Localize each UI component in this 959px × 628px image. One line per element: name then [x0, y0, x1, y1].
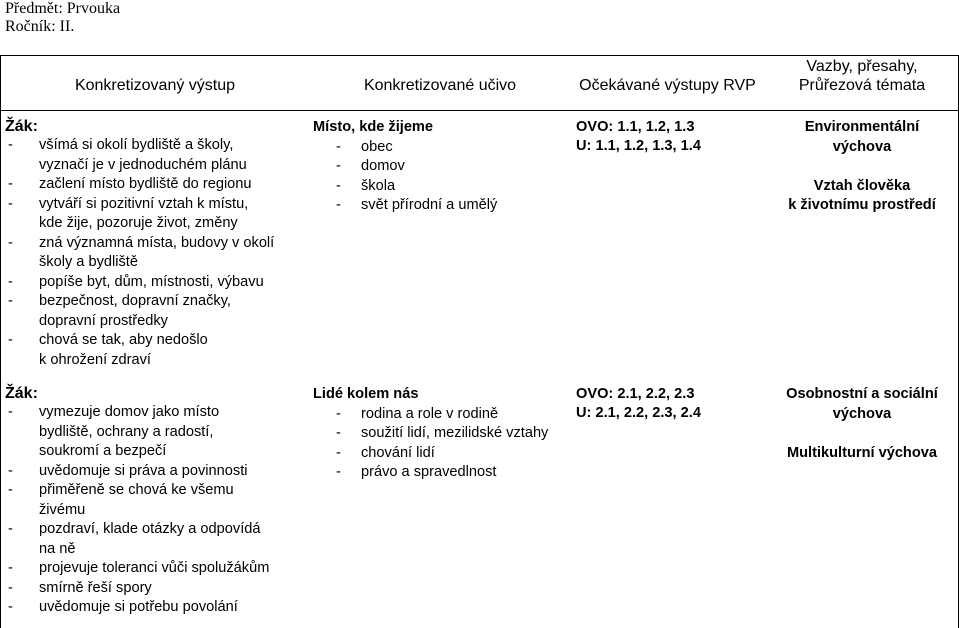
list-item: - chová se tak, aby nedošlo — [5, 331, 305, 351]
list-item: - škola — [313, 177, 568, 197]
row2-rvp — [576, 385, 766, 423]
row1-output-list — [5, 136, 305, 370]
list-item: - chování lidí — [313, 444, 568, 464]
row2-rvp-ovo: OVO: 2.1, 2.2, 2.3 — [576, 386, 695, 402]
list-item: - smírně řeší spory — [5, 579, 305, 599]
row1-links-line: Environmentální — [804, 119, 920, 135]
subject-label: Předmět: Prvouka — [5, 0, 121, 17]
list-item: živému — [39, 501, 86, 518]
row2-links — [765, 385, 959, 463]
row1-links-line: k životnímu prostředí — [788, 197, 936, 213]
header-col-links-line1: Vazby, přesahy, — [806, 58, 918, 75]
list-item: k ohrožení zdraví — [39, 351, 151, 368]
row1-outputs — [5, 118, 305, 370]
row2-zak-label: Žák: — [5, 385, 38, 402]
list-item: soukromí a bezpečí — [39, 443, 167, 459]
header-col-content: Konkretizované učivo — [363, 77, 517, 94]
row1-zak-label: Žák: — [5, 118, 38, 135]
list-item: - obec — [313, 138, 568, 158]
list-item: - uvědomuje si potřebu povolání — [5, 598, 305, 618]
list-item: - přiměřeně se chová ke všemu — [5, 481, 305, 501]
table-top-border — [0, 55, 959, 56]
list-item: na ně — [39, 540, 76, 557]
row1-topic-list — [313, 138, 568, 216]
header-col-links — [765, 57, 959, 95]
row1-topic-title: Místo, kde žijeme — [313, 119, 434, 135]
list-item: - uvědomuje si práva a povinnosti — [5, 462, 305, 482]
spacer — [765, 157, 959, 177]
row2-links-line: Osobnostní a sociální — [786, 386, 938, 402]
row1-topic — [313, 118, 568, 216]
list-item: - právo a spravedlnost — [313, 463, 568, 483]
row1-rvp — [576, 118, 766, 156]
document-meta — [5, 0, 120, 36]
list-item: dopravní prostředky — [39, 312, 168, 329]
row2-links-line: Multikulturní výchova — [786, 444, 937, 461]
list-item: vyznačí je v jednoduchém plánu — [39, 156, 247, 173]
list-item: - projevuje toleranci vůči spolužákům — [5, 559, 305, 579]
list-item: - všímá si okolí bydliště a školy, — [5, 136, 305, 156]
row2-output-list — [5, 403, 305, 618]
list-item: kde žije, pozoruje život, změny — [39, 215, 238, 231]
list-item: - domov — [313, 157, 568, 177]
row1-links-line: Vztah člověka — [813, 177, 911, 194]
row2-topic-title: Lidé kolem nás — [313, 386, 419, 402]
row2-topic — [313, 385, 568, 483]
table-left-border — [0, 55, 1, 628]
list-item: bydliště, ochrany a radostí, — [39, 423, 214, 440]
row1-rvp-ovo: OVO: 1.1, 1.2, 1.3 — [576, 119, 695, 135]
list-item: - rodina a role v rodině — [313, 405, 568, 425]
row2-topic-list — [313, 405, 568, 483]
list-item: - bezpečnost, dopravní značky, — [5, 292, 305, 312]
list-item: školy a bydliště — [39, 254, 138, 270]
list-item: - svět přírodní a umělý — [313, 196, 568, 216]
list-item: - začlení místo bydliště do regionu — [5, 175, 305, 195]
row2-rvp-u: U: 2.1, 2.2, 2.3, 2.4 — [576, 405, 701, 421]
header-bottom-border — [0, 110, 959, 111]
grade-label: Ročník: II. — [5, 18, 75, 35]
row1-links-line: výchova — [832, 138, 892, 155]
list-item: - vymezuje domov jako místo — [5, 403, 305, 423]
header-col-rvp: Očekávané výstupy RVP — [579, 77, 756, 94]
row1-links — [765, 118, 959, 216]
list-item: - vytváří si pozitivní vztah k místu, — [5, 195, 305, 215]
header-col-links-line2: Průřezová témata — [798, 77, 926, 94]
row2-outputs — [5, 385, 305, 618]
header-col-output: Konkretizovaný výstup — [74, 77, 236, 94]
list-item: - pozdraví, klade otázky a odpovídá — [5, 520, 305, 540]
list-item: - popíše byt, dům, místnosti, výbavu — [5, 273, 305, 293]
row1-rvp-u: U: 1.1, 1.2, 1.3, 1.4 — [576, 138, 701, 154]
list-item: - zná významná místa, budovy v okolí — [5, 234, 305, 254]
row2-links-line: výchova — [832, 405, 892, 422]
spacer — [765, 424, 959, 444]
list-item: - soužití lidí, mezilidské vztahy — [313, 424, 568, 444]
